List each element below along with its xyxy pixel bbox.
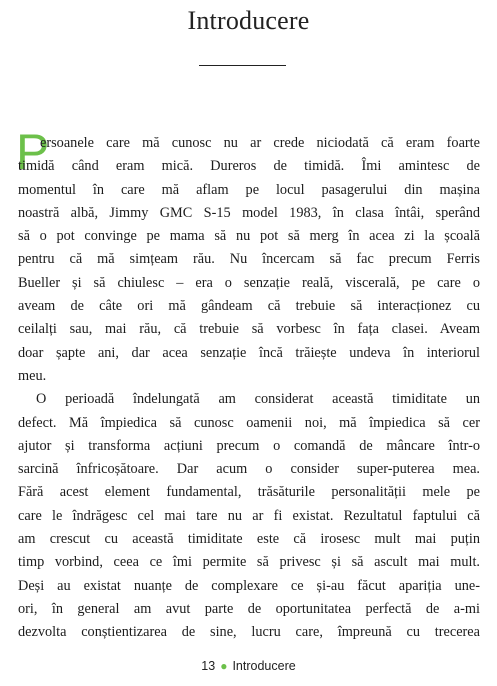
text-line: defect. Mă împiedica să cunosc oamenii noi, mă împiedica să cer [18, 414, 480, 431]
page-footer [0, 659, 497, 673]
text-line: să o pot convinge pe mama să nu pot să merg în acea zi la școală [18, 228, 480, 245]
text-line: O perioadă îndelungată am considerat această timiditate un [36, 391, 480, 408]
text-line: ajutor și transforma acțiuni precum o comandă de mâncare într-o [18, 437, 480, 454]
text-line: timp vorbind, ceea ce îmi permite să privesc și să ascult mai mult. [18, 554, 480, 571]
text-line: ersoanele care mă cunosc nu ar crede niciodată că eram foarte [40, 135, 480, 151]
paragraph-2 [18, 388, 480, 644]
text-line: meu. [18, 367, 47, 384]
body-text [18, 132, 480, 645]
text-line: Fără acest element fundamental, trăsăturile personalității mele pe [18, 484, 480, 501]
text-line: ori, în general am avut parte de oportunitatea perfectă de a-mi [18, 600, 480, 617]
chapter-title: Introducere [187, 6, 310, 35]
text-line: sarcină înfricoșătoare. Dar acum o consider super-puterea mea. [18, 461, 480, 478]
text-line: pentru că mă simțeam rău. Nu încercam să fac precum Ferris [18, 251, 480, 268]
text-line: dezvolta conștientizarea de sine, lucru care, împreună cu trecerea [18, 624, 480, 641]
text-line: momentul în care mă aflam pe locul pasagerului din mașina [18, 181, 480, 198]
text-line: aveam de câte ori mă gândeam că trebuie să interacționez cu [18, 298, 480, 315]
text-line: Bueller și să chiulesc – era o senzație reală, viscerală, pe care o [18, 274, 480, 291]
paragraph-1 [18, 132, 480, 388]
text-line: noastră albă, Jimmy GMC S-15 model 1983, în clasa întâi, sperând [18, 204, 480, 221]
footer-section-title: Introducere [232, 659, 296, 673]
page-number: 13 [201, 659, 216, 673]
text-line: care le îndrăgesc cel mai tare nu ar fi existat. Rezultatul faptului că [18, 507, 480, 524]
drop-cap: P [16, 124, 50, 180]
title-divider [199, 65, 286, 66]
bullet-icon: ● [220, 659, 228, 673]
text-line: am crescut cu această timiditate este că irosesc mult mai puțin [18, 531, 480, 548]
text-line: Deși au existat nuanțe de complexare ce și-au făcut apariția une- [18, 577, 480, 594]
text-line: timidă când eram mică. Dureros de timidă. Îmi amintesc de [18, 158, 480, 175]
text-line: doar șapte ani, dar acea senzație încă trăiește undeva în interiorul [18, 344, 480, 361]
text-line: ceilalți sau, mai rău, că trebuie să vorbesc în fața clasei. Aveam [18, 321, 480, 338]
